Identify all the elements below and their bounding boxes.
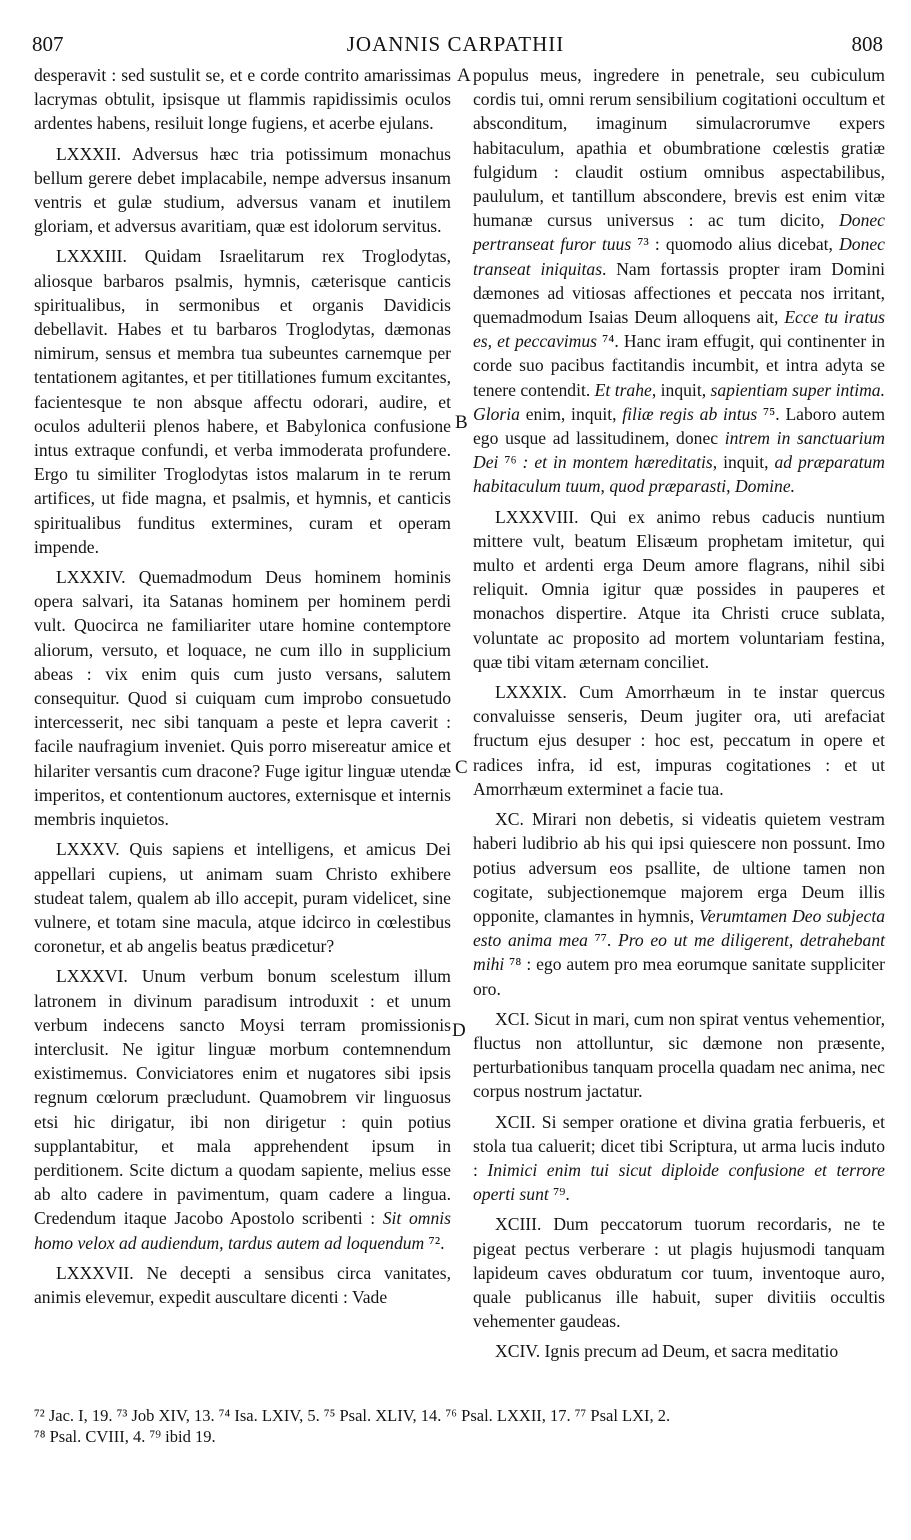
scripture-quote: Inimici enim tui sicut diploide confusione et terrore operti sunt (473, 1159, 885, 1205)
paragraph-text: LXXXVII. Ne decepti a sensibus circa vanitates, animis elevemur, expedit auscultare dicenti : Vade (34, 1262, 451, 1307)
paragraph-text: , inquit, (712, 452, 775, 473)
footnotes (34, 1405, 894, 1447)
paragraph-text: LXXXIX. Cum Amorrhæum in te instar quercus convaluisse senseris, Deum jugiter ora, uti arefaciat fructum ejus desuper : hoc est, peccatum in opere et radices infra, id est, impuras cogitationes : et ut Amorrhæum exterminet a facie tua. (473, 682, 885, 799)
paragraph-text: ⁷⁸ : ego autem pro mea eorumque sanitate suppliciter oro. (473, 954, 885, 999)
scripture-quote: ad præparatum habitaculum tuum (473, 452, 885, 497)
paragraph (473, 1007, 885, 1104)
paragraph (473, 1212, 885, 1333)
paragraph-text: desperavit : sed sustulit se, et e corde contrito amarissimas lacrymas obtulit, ipsisque ut flammis rapidissimis oculos ardentes habens, resiluit longe fugiens, et acerbe ejulans. (34, 65, 451, 134)
paragraph (473, 1110, 885, 1207)
paragraph-text: populus meus, ingredere in penetrale, seu cubiculum cordis tui, omni rerum sensibilium cogitationi occultum et absconditum, imaginum simulacrorumve expers habitaculum, apathia et obumbratione cœlestis gratiæ fulgidum : claudit ostium omnibus aspectabilibus, paululum, et tantillum abscondere, brevis est enim vitæ humanæ cursus universus : ac tum dicito, (473, 65, 885, 231)
page-number-right: 808 (851, 32, 883, 56)
paragraph (473, 680, 885, 801)
paragraph-text: LXXXVIII. Qui ex animo rebus caducis nuntium mittere vult, beatum Elisæum prophetam imitetur, qui multo et ardenti erga Deum amore flagrans, nihil sibi reliquit. Omnia igitur quæ possides in pauperes et monachos dispertire. Atque ita Christi cruce sublata, voluntate ac proposito ad mortem voluntariam festina, quæ tibi vitam æternam conciliet. (473, 506, 885, 672)
paragraph (34, 1261, 451, 1309)
paragraph-text: LXXXVI. Unum verbum bonum scelestum illum latronem in divinum paradisum introduxit : et unum verbum indecens sancto Moysi terram promissionis interclusit. Ne igitur linguæ morbum contemnendum existimemus. Conviciatores enim et nugatores sibi ipsis regnum cœlorum præcludunt. Quamobrem vir linguosus etsi hic dirigatur, ibi non dirigetur : quin potius supplantabitur, et mala apprehendent ipsum in perditionem. Scite dictum a quodam sapiente, melius esse ab alto cadere in pavimentum, quam cadere a lingua. Credendum itaque Jacobo Apostolo scribenti : (34, 966, 451, 1229)
page-header (0, 32, 911, 58)
scripture-quote: intrem in sanctuarium Dei (473, 428, 885, 473)
paragraph-text: , inquit, (651, 379, 711, 400)
paragraph (473, 63, 885, 499)
scripture-quote: quod præparasti, Domine. (609, 476, 796, 497)
left-column (34, 63, 451, 1315)
paragraph-text: LXXXIV. Quemadmodum Deus hominem hominis opera salvari, ita Satanas hominem per hominem perdi vult. Quocirca ne familiariter utare homine contemptore aliorum, versuto, et loquace, ne cum illo in supplicium abeas : vix enim quis cum justo versans, salutem consequitur. Quod si cuiquam cum improbo consuetudo intercesserit, nec sibi tanquam a peste et lepra caverit : facile naufragium inveniet. Quis porro misereatur amice et hilariter versantis cum dracone? Fuge igitur linguæ utendæ imperitos, et contentionum auctores, externisque et internis membris inquietos. (34, 567, 451, 830)
paragraph-text: XCIII. Dum peccatorum tuorum recordaris, ne te pigeat pectus verberare : ut plagis hujusmodi tanquam lapideum caves obduratum cor tuum, inventoque auro, quale publicanus ille habuit, super divitiis occultis vehementer gaudeas. (473, 1214, 885, 1332)
scripture-quote: filiæ regis ab intus (622, 403, 758, 424)
page-number-left: 807 (32, 32, 64, 56)
paragraph (34, 837, 451, 958)
paragraph (34, 63, 451, 136)
scripture-quote: Sit omnis homo velox ad audiendum, tardus autem ad loquendum (34, 1208, 451, 1253)
margin-marker-c: C (455, 757, 468, 778)
paragraph-text: ⁷⁶ (498, 452, 523, 473)
paragraph-text: LXXXIII. Quidam Israelitarum rex Troglodytas, aliosque barbaros psalmis, hymnis, cæterisque canticis spiritualibus, in sermonibus et organis Davidicis debellavit. Habes et tu barbaros Troglodytas, dæmonas nimirum, sensus et membra tua subeuntes carnemque per tentationem agitantes, et per titillationes fumum excitantes, facientesque te non absque affectu odorari, audire, et oculos adulterii plenos habere, et Babylonica confusione intus extraque confundi, et verba immoderata profundere. Ergo tu similiter Troglodytas istos malarum in te rerum artifices, ut fide magna, et psalmis, et hymnis, et canticis spiritualibus funditus extermines, curam et operam impende. (34, 246, 451, 557)
paragraph-text: XCIV. Ignis precum ad Deum, et sacra meditatio (495, 1341, 839, 1362)
paragraph-text: ⁷⁴. Hanc iram effugit, qui continenter in corde suo pacibus factitandis incumbit, et intra adyta se tenere contendit. (473, 331, 885, 400)
scripture-quote: Ecce tu iratus es, et peccavimus (473, 307, 885, 352)
margin-marker-a: A (457, 65, 471, 86)
paragraph-text: ⁷⁵. Laboro autem ego usque ad lassitudinem, donec (473, 403, 886, 449)
paragraph-text: , (600, 476, 610, 497)
scripture-quote: Pro eo ut me diligerent, detrahebant mihi (473, 930, 885, 975)
paragraph (34, 244, 451, 559)
paragraph (473, 505, 885, 674)
footnote-line: ⁷² Jac. I, 19. ⁷³ Job XIV, 13. ⁷⁴ Isa. LXIV, 5. ⁷⁵ Psal. XLIV, 14. ⁷⁶ Psal. LXXII, 17. ⁷⁷ Psal LXI, 2. (34, 1406, 671, 1425)
scripture-quote: Et trahe (594, 379, 652, 400)
footnote-line: ⁷⁸ Psal. CVIII, 4. ⁷⁹ ibid 19. (34, 1427, 216, 1446)
scripture-quote: Verumtamen Deo subjecta esto anima mea (473, 905, 885, 951)
paragraph-text: XCI. Sicut in mari, cum non spirat ventus vehementior, fluctus non attolluntur, sic dæmone non præsente, perturbationibus tanquam procella quadam nec anima, nec corpus nostrum jactatur. (473, 1008, 885, 1102)
margin-marker-b: B (455, 412, 468, 433)
paragraph-text: ⁷⁷. (587, 930, 618, 951)
right-column (473, 63, 885, 1370)
paragraph-text: ⁷⁹. (548, 1184, 570, 1205)
paragraph (34, 142, 451, 239)
scripture-quote: sapientiam super intima. Gloria (473, 379, 886, 424)
paragraph (34, 565, 451, 831)
scripture-quote: : et in montem hæreditatis (522, 452, 713, 473)
paragraph-text: XCII. Si semper oratione et divina gratia ferbueris, et stola tua caluerit; dicet tibi Scriptura, ut arma lucis induto : (473, 1111, 885, 1180)
paragraph-text: LXXXII. Adversus hæc tria potissimum monachus bellum gerere debet implacabile, nempe adversus insanum ventris et gulæ studium, adversus vanam et inutilem gloriam, et adversus avaritiam, quæ est idolorum servitus. (34, 143, 451, 237)
paragraph (473, 807, 885, 1001)
margin-marker-d: D (452, 1020, 466, 1041)
scripture-quote: Donec pertranseat furor tuus (473, 210, 885, 255)
paragraph-text: . Nam fortassis propter iram Domini dæmones ad vitiosas affectiones et peccata nos irritant, quemadmodum Isaias Deum alloquens ait, (473, 258, 885, 328)
scripture-quote: Donec transeat iniquitas (473, 234, 885, 279)
running-title: JOANNIS CARPATHII (346, 32, 565, 56)
paragraph-text: ⁷³ : quomodo alius dicebat, (631, 234, 840, 255)
paragraph-text: ⁷². (424, 1232, 445, 1253)
paragraph-text: LXXXV. Quis sapiens et intelligens, et amicus Dei appellari cupiens, ut animam suam Christo exhibere studeat talem, qualem ab illo accepit, puram videlicet, sine vulnere, et totam sine macula, atque idcirco in cœlestibus coronetur, et ab angelis beatus prædicetur? (34, 839, 451, 957)
paragraph (473, 1339, 885, 1363)
paragraph-text: XC. Mirari non debetis, si videatis quietem vestram haberi ludibrio ab his qui ipsi quiescere non possunt. Imo potius adversum eos psallite, de ultione tamen non cogitate, subjectionemque majorem erga Deum illis opponite, clamantes in hymnis, (473, 809, 885, 926)
paragraph (34, 964, 451, 1254)
paragraph-text: enim, inquit, (519, 403, 623, 424)
